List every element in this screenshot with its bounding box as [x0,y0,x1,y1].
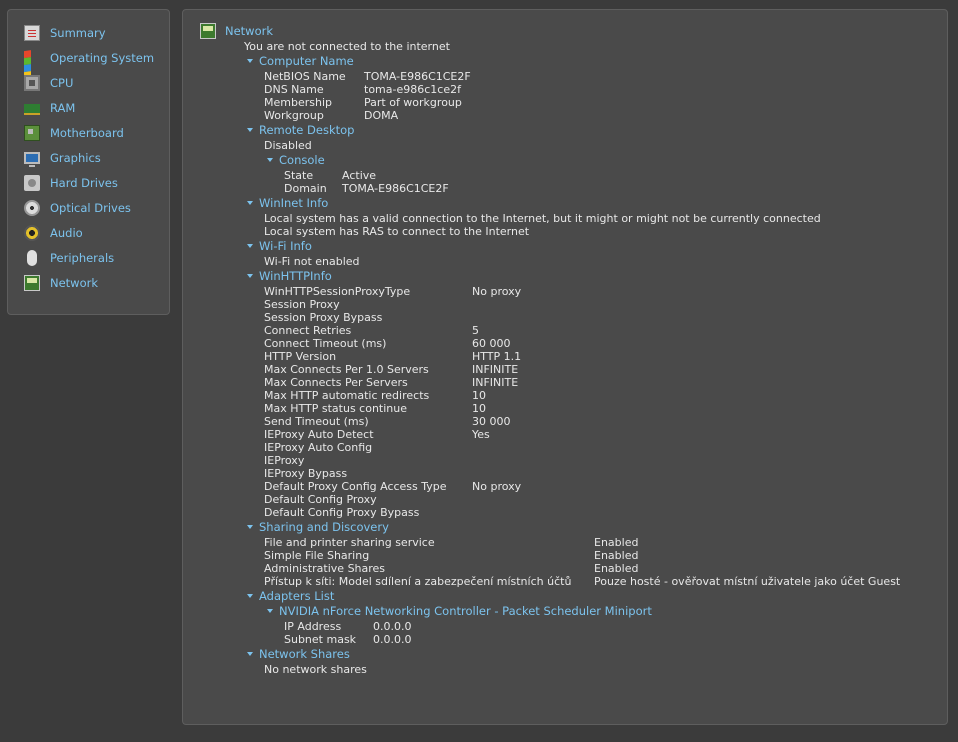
kv-value: Enabled [594,549,639,562]
wininet-line: Local system has a valid connection to the Internet, but it might or might not be currently connected [264,212,821,225]
kv-key: Workgroup [264,109,324,122]
wininet-line: Local system has RAS to connect to the Internet [264,225,530,238]
monitor-icon [24,152,40,164]
kv-key: Max HTTP status continue [264,402,408,415]
cpu-icon [24,75,40,91]
sidebar-item-label: Summary [50,25,106,40]
kv-row [264,389,486,402]
section-computer-name[interactable]: Computer Name [247,55,354,68]
kv-value: No proxy [472,285,522,298]
kv-row [264,109,398,122]
kv-value: 10 [472,402,486,415]
kv-key: IEProxy Bypass [264,467,348,480]
sidebar-item-label: RAM [50,100,76,115]
kv-key: Max HTTP automatic redirects [264,389,430,402]
kv-key: IEProxy [264,454,305,467]
sidebar-item-label: Hard Drives [50,175,118,190]
kv-key: NetBIOS Name [264,70,346,83]
sidebar-item-ram[interactable] [8,95,169,120]
kv-row [264,376,518,389]
kv-row [264,415,511,428]
chevron-down-icon [247,128,253,132]
sidebar-item-network[interactable] [8,270,169,295]
kv-row [264,467,472,480]
sidebar-item-label: Network [50,275,99,290]
kv-key: IP Address [284,620,342,633]
sidebar-item-label: Motherboard [50,125,124,140]
section-winhttp-info[interactable]: WinHTTPInfo [247,270,332,283]
kv-row [284,633,411,646]
page-title-label: Network [225,24,274,38]
kv-key: DNS Name [264,83,324,96]
kv-key: IEProxy Auto Detect [264,428,374,441]
kv-key: Administrative Shares [264,562,386,575]
kv-row [264,337,511,350]
kv-value: TOMA-E986C1CE2F [342,182,449,195]
kv-row [264,562,638,575]
kv-value: Pouze hosté - ověřovat místní uživatele jako účet Guest [594,575,901,588]
windows-logo-icon [24,48,40,66]
sidebar-item-peripherals[interactable] [8,245,169,270]
main-panel [182,9,948,725]
motherboard-icon [24,125,40,141]
sidebar-item-motherboard[interactable] [8,120,169,145]
kv-row [284,620,411,633]
sidebar-item-cpu[interactable] [8,70,169,95]
kv-value: INFINITE [472,363,519,376]
section-adapter[interactable]: NVIDIA nForce Networking Controller - Packet Scheduler Miniport [267,605,652,618]
connection-status: You are not connected to the internet [244,40,450,53]
section-sharing-and-discovery[interactable]: Sharing and Discovery [247,521,389,534]
kv-key: Default Config Proxy Bypass [264,506,420,519]
kv-key: Přístup k síti: Model sdílení a zabezpečení místních účtů [264,575,572,588]
kv-value: 0.0.0.0 [373,620,412,633]
network-card-icon [24,275,40,291]
sidebar-item-label: Peripherals [50,250,115,265]
section-remote-desktop[interactable]: Remote Desktop [247,124,354,137]
speaker-icon [24,225,40,241]
kv-row [264,454,472,467]
section-wifi-info[interactable]: Wi-Fi Info [247,240,312,253]
kv-value: No proxy [472,480,522,493]
kv-row [264,363,518,376]
sidebar-item-operating-system[interactable] [8,45,169,70]
kv-row [264,324,479,337]
sidebar [7,9,170,315]
kv-row [284,169,376,182]
kv-value: 0.0.0.0 [373,633,412,646]
sidebar-item-graphics[interactable] [8,145,169,170]
kv-row [264,441,472,454]
kv-value: 30 000 [472,415,511,428]
kv-key: Membership [264,96,332,109]
kv-row [264,311,472,324]
network-card-icon [200,23,216,39]
wifi-value: Wi-Fi not enabled [264,255,360,268]
sidebar-item-optical-drives[interactable] [8,195,169,220]
kv-value: TOMA-E986C1CE2F [364,70,471,83]
kv-key: Session Proxy [264,298,340,311]
kv-value: HTTP 1.1 [472,350,522,363]
kv-row [264,96,462,109]
kv-row [264,575,900,588]
kv-key: Send Timeout (ms) [264,415,369,428]
kv-key: Session Proxy Bypass [264,311,383,324]
kv-key: Connect Timeout (ms) [264,337,387,350]
kv-row [264,285,521,298]
sidebar-item-label: Graphics [50,150,101,165]
kv-value: 60 000 [472,337,511,350]
kv-row [264,536,638,549]
remote-desktop-value: Disabled [264,139,312,152]
kv-value: 10 [472,389,486,402]
kv-value: Yes [472,428,490,441]
section-wininet-info[interactable]: WinInet Info [247,197,328,210]
kv-key: State [284,169,314,182]
kv-row [264,493,472,506]
sidebar-item-summary[interactable] [8,20,169,45]
chevron-down-icon [247,244,253,248]
kv-row [264,506,472,519]
kv-value: Part of workgroup [364,96,462,109]
kv-key: Default Config Proxy [264,493,377,506]
kv-key: WinHTTPSessionProxyType [264,285,411,298]
kv-value: Enabled [594,536,639,549]
kv-key: File and printer sharing service [264,536,435,549]
kv-row [284,182,449,195]
sidebar-item-label: Audio [50,225,83,240]
kv-row [264,298,472,311]
kv-row [264,83,461,96]
ram-icon [24,104,40,115]
sidebar-item-audio[interactable] [8,220,169,245]
kv-value: DOMA [364,109,399,122]
chevron-down-icon [267,158,273,162]
kv-value: Enabled [594,562,639,575]
kv-row [264,350,521,363]
chevron-down-icon [247,59,253,63]
section-network-shares[interactable]: Network Shares [247,648,350,661]
kv-key: Connect Retries [264,324,352,337]
chevron-down-icon [267,609,273,613]
kv-row [264,402,486,415]
chevron-down-icon [247,594,253,598]
kv-row [264,70,471,83]
kv-value: 5 [472,324,479,337]
kv-row [264,428,490,441]
summary-icon [24,25,40,41]
sidebar-item-label: CPU [50,75,74,90]
sidebar-item-label: Operating System [50,50,155,65]
hard-drive-icon [24,175,40,191]
kv-key: Max Connects Per 1.0 Servers [264,363,429,376]
chevron-down-icon [247,274,253,278]
kv-key: IEProxy Auto Config [264,441,373,454]
kv-row [264,549,638,562]
sidebar-item-hard-drives[interactable] [8,170,169,195]
kv-key: Max Connects Per Servers [264,376,408,389]
kv-key: HTTP Version [264,350,337,363]
mouse-icon [27,250,37,266]
kv-key: Simple File Sharing [264,549,370,562]
page-title [200,23,273,39]
kv-key: Default Proxy Config Access Type [264,480,447,493]
kv-value: Active [342,169,377,182]
network-shares-value: No network shares [264,663,367,676]
kv-value: INFINITE [472,376,519,389]
optical-disc-icon [24,200,40,216]
chevron-down-icon [247,652,253,656]
section-console[interactable]: Console [267,154,325,167]
chevron-down-icon [247,525,253,529]
kv-key: Subnet mask [284,633,357,646]
sidebar-item-label: Optical Drives [50,200,131,215]
section-adapters-list[interactable]: Adapters List [247,590,334,603]
kv-value: toma-e986c1ce2f [364,83,461,96]
kv-key: Domain [284,182,327,195]
kv-row [264,480,521,493]
chevron-down-icon [247,201,253,205]
